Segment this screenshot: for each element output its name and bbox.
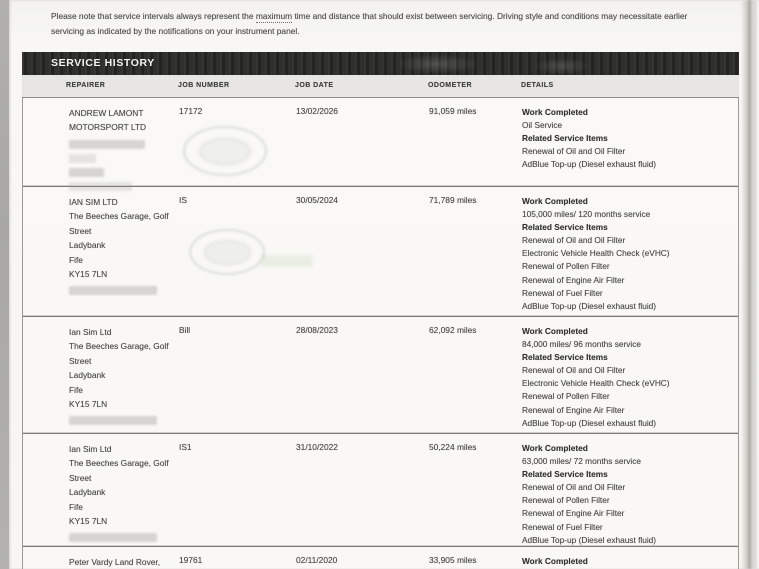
repairer-line: MOTORSPORT LTD [69, 122, 147, 133]
redacted-text-bar [69, 416, 157, 425]
redacted-text-bar [69, 140, 145, 149]
repairer-line: ANDREW LAMONT [69, 108, 144, 118]
details-heading-line: Related Service Items [522, 133, 608, 144]
details-line: Oil Service [522, 120, 563, 131]
repairer-line: KY15 7LN [69, 516, 108, 527]
job-date-cell: 02/11/2020 [296, 555, 338, 565]
redacted-text-bar [69, 168, 104, 177]
details-line: Renewal of Fuel Filter [522, 521, 603, 532]
col-job-number: JOB NUMBER [178, 82, 230, 89]
details-line: Renewal of Oil and Oil Filter [522, 146, 626, 157]
table-column-header [22, 75, 739, 98]
details-line: Renewal of Engine Air Filter [522, 274, 625, 285]
odometer-cell: 33,905 miles [429, 555, 477, 565]
landrover-stamp-watermark [189, 229, 265, 275]
repairer-line: Fife [69, 254, 83, 265]
page-edge-shadow [741, 0, 757, 569]
job-number-cell: Bill [179, 325, 191, 335]
job-date-cell: 31/10/2022 [296, 442, 338, 452]
repairer-line: KY15 7LN [69, 399, 108, 410]
details-cell [522, 106, 734, 171]
details-line: 63,000 miles/ 72 months service [522, 456, 641, 467]
job-number-cell: IS1 [179, 442, 192, 452]
repairer-cell [69, 442, 191, 542]
job-number-cell: 17172 [179, 106, 203, 116]
repairer-line: Ladybank [69, 487, 106, 498]
repairer-line: KY15 7LN [69, 269, 108, 280]
repairer-line: Ladybank [69, 240, 106, 251]
table-row [23, 186, 738, 316]
intro-text [51, 9, 741, 38]
details-cell [522, 325, 734, 430]
section-title: SERVICE HISTORY [51, 57, 155, 69]
details-line: Renewal of Oil and Oil Filter [522, 235, 626, 246]
repairer-line: Fife [69, 384, 83, 395]
job-date-cell: 13/02/2026 [296, 106, 338, 116]
repairer-line: Fife [69, 501, 83, 512]
repairer-line: The Beeches Garage, Golf [69, 341, 169, 352]
odometer-cell: 91,059 miles [429, 106, 477, 116]
details-heading-line: Work Completed [522, 443, 588, 453]
details-line: Renewal of Pollen Filter [522, 495, 610, 506]
details-line: Renewal of Engine Air Filter [522, 404, 625, 415]
green-ink-smudge [261, 255, 313, 267]
col-details: DETAILS [521, 82, 554, 89]
repairer-line: The Beeches Garage, Golf [69, 211, 169, 222]
odometer-cell: 62,092 miles [429, 325, 477, 335]
details-line: 105,000 miles/ 120 months service [522, 209, 651, 220]
repairer-line: The Beeches Garage, Golf [69, 458, 169, 469]
table-row [23, 316, 738, 433]
details-line: 84,000 miles/ 96 months service [522, 339, 641, 350]
col-job-date: JOB DATE [295, 82, 334, 89]
repairer-cell [69, 555, 191, 569]
scanned-page [9, 0, 759, 569]
repairer-line: Peter Vardy Land Rover, [69, 557, 161, 567]
details-heading-line: Work Completed [522, 196, 588, 206]
repairer-line: IAN SIM LTD [69, 197, 118, 207]
table-row [23, 433, 738, 546]
job-number-cell: 19761 [179, 555, 203, 565]
details-line: Renewal of Oil and Oil Filter [522, 482, 626, 493]
details-line: AdBlue Top-up (Diesel exhaust fluid) [522, 300, 657, 311]
col-odometer: ODOMETER [428, 82, 473, 89]
details-line: Renewal of Fuel Filter [522, 287, 603, 298]
repairer-line: Ian Sim Ltd [69, 444, 112, 454]
job-date-cell: 28/08/2023 [296, 325, 338, 335]
repairer-line: Street [69, 472, 92, 483]
details-cell [522, 555, 734, 569]
section-title-bar [22, 52, 739, 75]
repairer-line: Ladybank [69, 370, 106, 381]
intro-line2: servicing as indicated by the notifications on your instrument panel. [51, 25, 300, 36]
details-line: Renewal of Oil and Oil Filter [522, 365, 626, 376]
table-row [23, 546, 738, 569]
details-line: Electronic Vehicle Health Check (eVHC) [522, 248, 670, 259]
redacted-text-bar [69, 286, 157, 295]
job-date-cell: 30/05/2024 [296, 195, 338, 205]
job-number-cell: IS [179, 195, 187, 205]
table-body [22, 98, 739, 569]
details-heading-line: Related Service Items [522, 352, 608, 363]
repairer-line: Street [69, 355, 92, 366]
details-heading-line: Related Service Items [522, 469, 608, 480]
repairer-line: Street [69, 225, 92, 236]
odometer-cell: 50,224 miles [429, 442, 477, 452]
details-line: Renewal of Pollen Filter [522, 261, 610, 272]
repairer-cell [69, 325, 191, 425]
details-heading-line: Work Completed [522, 556, 588, 566]
details-line: Renewal of Pollen Filter [522, 391, 610, 402]
intro-line1-b: time and distance that should exist between servicing. Driving style and conditions may necessitate earlier [292, 11, 688, 21]
redacted-text-bar [69, 533, 157, 542]
details-line: AdBlue Top-up (Diesel exhaust fluid) [522, 417, 657, 428]
details-line: Renewal of Engine Air Filter [522, 508, 625, 519]
details-line: AdBlue Top-up (Diesel exhaust fluid) [522, 534, 657, 545]
intro-underlined-word: maximum [255, 11, 293, 21]
repairer-cell [69, 106, 191, 191]
details-heading-line: Work Completed [522, 326, 588, 336]
repairer-line: Ian Sim Ltd [69, 327, 112, 337]
odometer-cell: 71,789 miles [429, 195, 477, 205]
col-repairer: REPAIRER [66, 82, 106, 89]
details-heading-line: Related Service Items [522, 222, 608, 233]
details-cell [522, 442, 734, 547]
intro-line1-a: Please note that service intervals always represent the [51, 11, 256, 21]
details-line: AdBlue Top-up (Diesel exhaust fluid) [522, 159, 657, 170]
details-cell [522, 195, 734, 313]
table-row [23, 98, 738, 186]
details-heading-line: Work Completed [522, 107, 588, 117]
details-line: Electronic Vehicle Health Check (eVHC) [522, 378, 670, 389]
landrover-stamp-watermark [183, 126, 267, 176]
redacted-text-bar [69, 154, 96, 163]
repairer-cell [69, 195, 191, 295]
